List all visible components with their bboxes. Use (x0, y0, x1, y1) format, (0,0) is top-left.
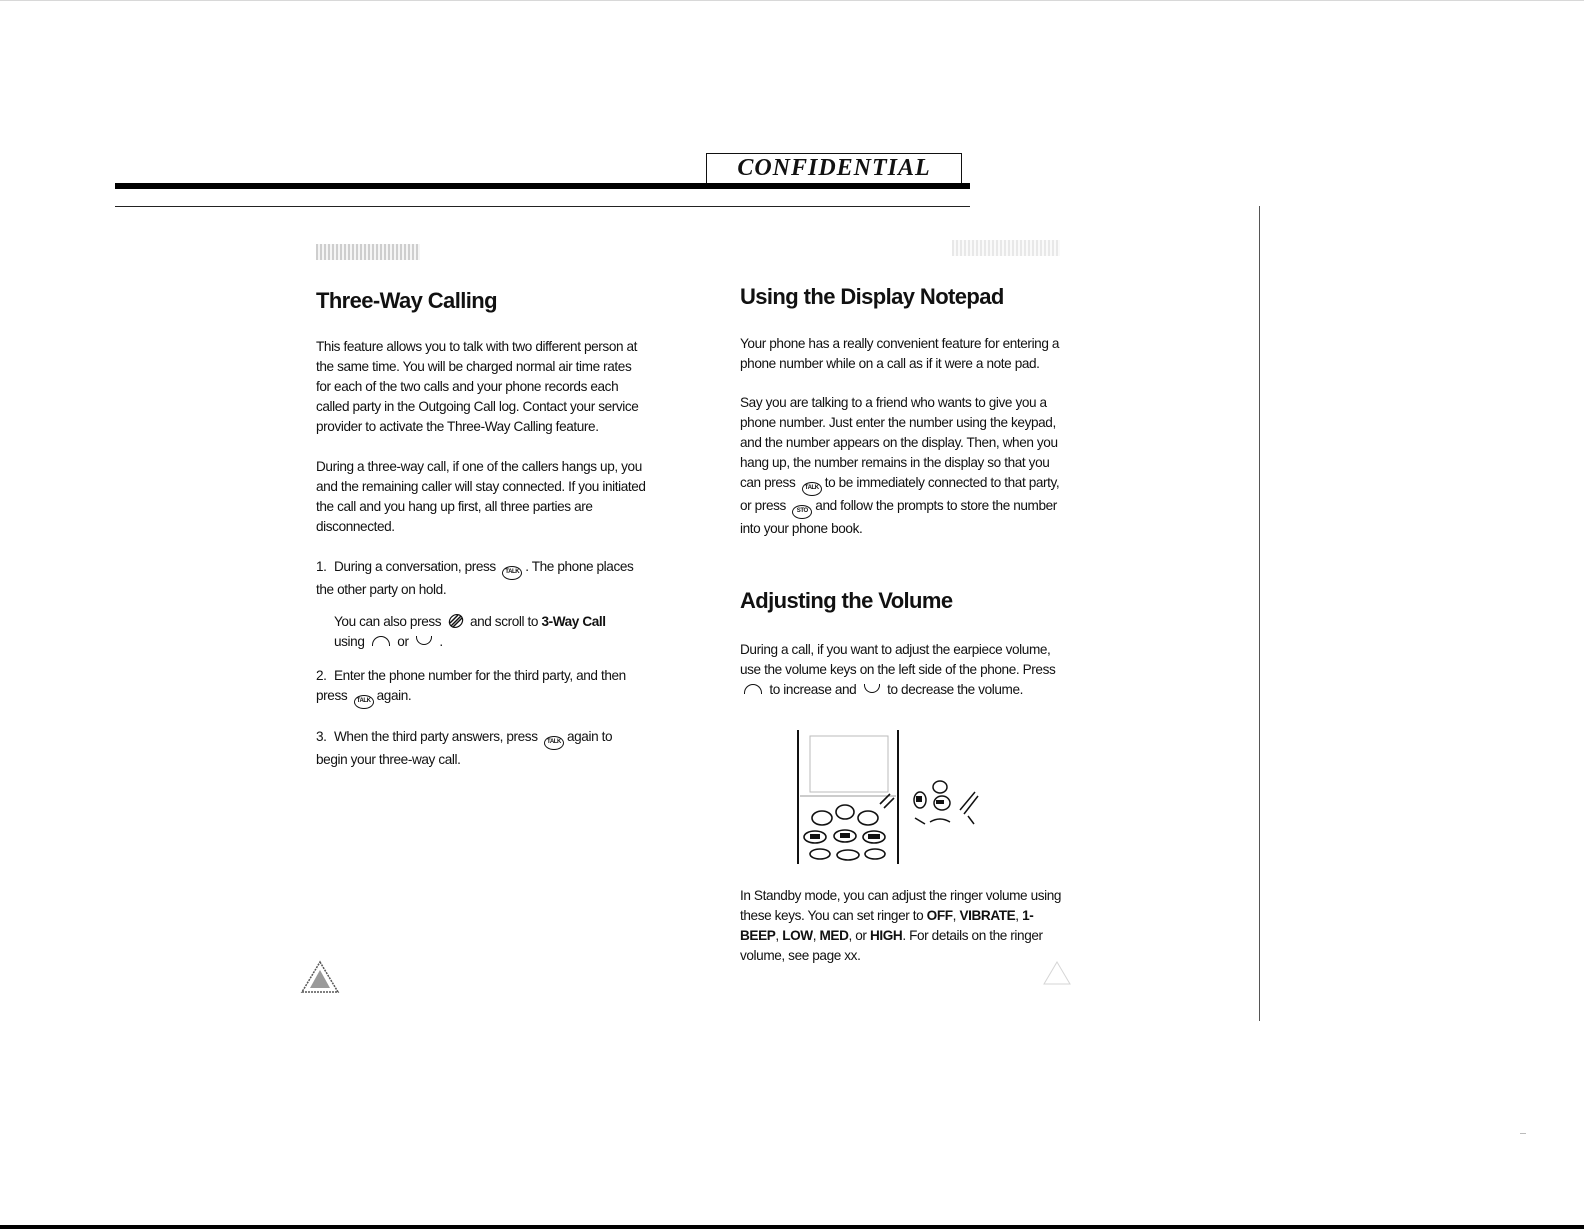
phone-keypad-illustration (790, 730, 990, 870)
talk-key-icon: TALK (354, 695, 374, 709)
store-key-icon: STO (792, 505, 812, 519)
faded-section-tab-left (316, 244, 420, 260)
volume-down-key-icon (864, 684, 880, 693)
left-column (316, 288, 646, 314)
notepad-usage-paragraph: Say you are talking to a friend who wants to give you a phone number. Just enter the number using the keypad, and the number appears on the display. Then, when you hang up, the number remains in the display so that you can press TALK to be immediately connected to that party, or press STO and follow the prompts to store the number into your phone book. (740, 395, 1060, 536)
talk-key-icon: TALK (544, 736, 564, 750)
faded-section-tab-right (952, 240, 1060, 256)
confidential-stamp: CONFIDENTIAL (706, 153, 962, 183)
earpiece-volume-paragraph: During a call, if you want to adjust the earpiece volume, use the volume keys on the left side of the phone. Press to increase and to decrease the volume. (740, 642, 1056, 697)
scan-bottom-edge (0, 1225, 1584, 1229)
three-way-call-menu-label: 3-Way Call (541, 614, 606, 629)
page-logo-icon (1042, 960, 1072, 986)
ringer-option-low: LOW (782, 928, 813, 943)
ringer-option-vibrate: VIBRATE (959, 908, 1016, 923)
three-way-hangup-paragraph: During a three-way call, if one of the callers hangs up, you and the remaining caller will stay connected. If you initiated the call and you hang up first, all three parties are disconnected. (316, 459, 646, 534)
page-edge-line (1259, 206, 1260, 1021)
header-rule-thin (115, 206, 970, 207)
three-way-steps (316, 557, 646, 770)
volume-up-key-icon (372, 636, 390, 646)
talk-key-icon: TALK (802, 482, 822, 496)
adjusting-volume-heading: Adjusting the Volume (740, 588, 953, 613)
ringer-option-off: OFF (926, 908, 953, 923)
page-logo-icon (300, 960, 340, 994)
ringer-option-high: HIGH (869, 928, 903, 943)
left-body (316, 337, 646, 770)
right-body-ringer (740, 886, 1070, 966)
menu-key-icon (448, 613, 464, 629)
display-notepad-heading: Using the Display Notepad (740, 284, 1004, 309)
header-rule-thick (115, 183, 970, 189)
ringer-option-med: MED (819, 928, 849, 943)
right-body-top (740, 334, 1060, 539)
right-body-volume (740, 640, 1060, 700)
scan-mark (1520, 1133, 1526, 1134)
step-3: 3. When the third party answers, press TALK again to begin your three-way call. (316, 729, 613, 767)
volume-up-key-icon (744, 684, 762, 694)
three-way-intro-paragraph: This feature allows you to talk with two different person at the same time. You will be charged normal air time rates for each of the two calls and your phone records each called party in the Outgoing Call log. Contact your service provider to activate the Three-Way Calling feature. (316, 339, 639, 434)
volume-down-key-icon (416, 636, 432, 645)
three-way-calling-heading: Three-Way Calling (316, 288, 497, 313)
step-1: 1. During a conversation, press TALK . The phone places the other party on hold. (316, 559, 634, 597)
ringer-volume-paragraph: In Standby mode, you can adjust the ringer volume using these keys. You can set ringer to OFF, VIBRATE, 1-BEEP, LOW, MED, or HIGH. For details on the ringer volume, see page xx. (740, 888, 1062, 963)
notepad-intro-paragraph: Your phone has a really convenient feature for entering a phone number while on a call as if it were a note pad. (740, 336, 1060, 371)
scan-top-edge (0, 0, 1584, 1)
step-2: 2. Enter the phone number for the third party, and then press TALK again. (316, 666, 646, 709)
step-1-note: You can also press and scroll to 3-Way Call using or . (316, 612, 646, 652)
talk-key-icon: TALK (502, 566, 522, 580)
ringer-option-1-beep: 1-BEEP (740, 908, 1034, 943)
